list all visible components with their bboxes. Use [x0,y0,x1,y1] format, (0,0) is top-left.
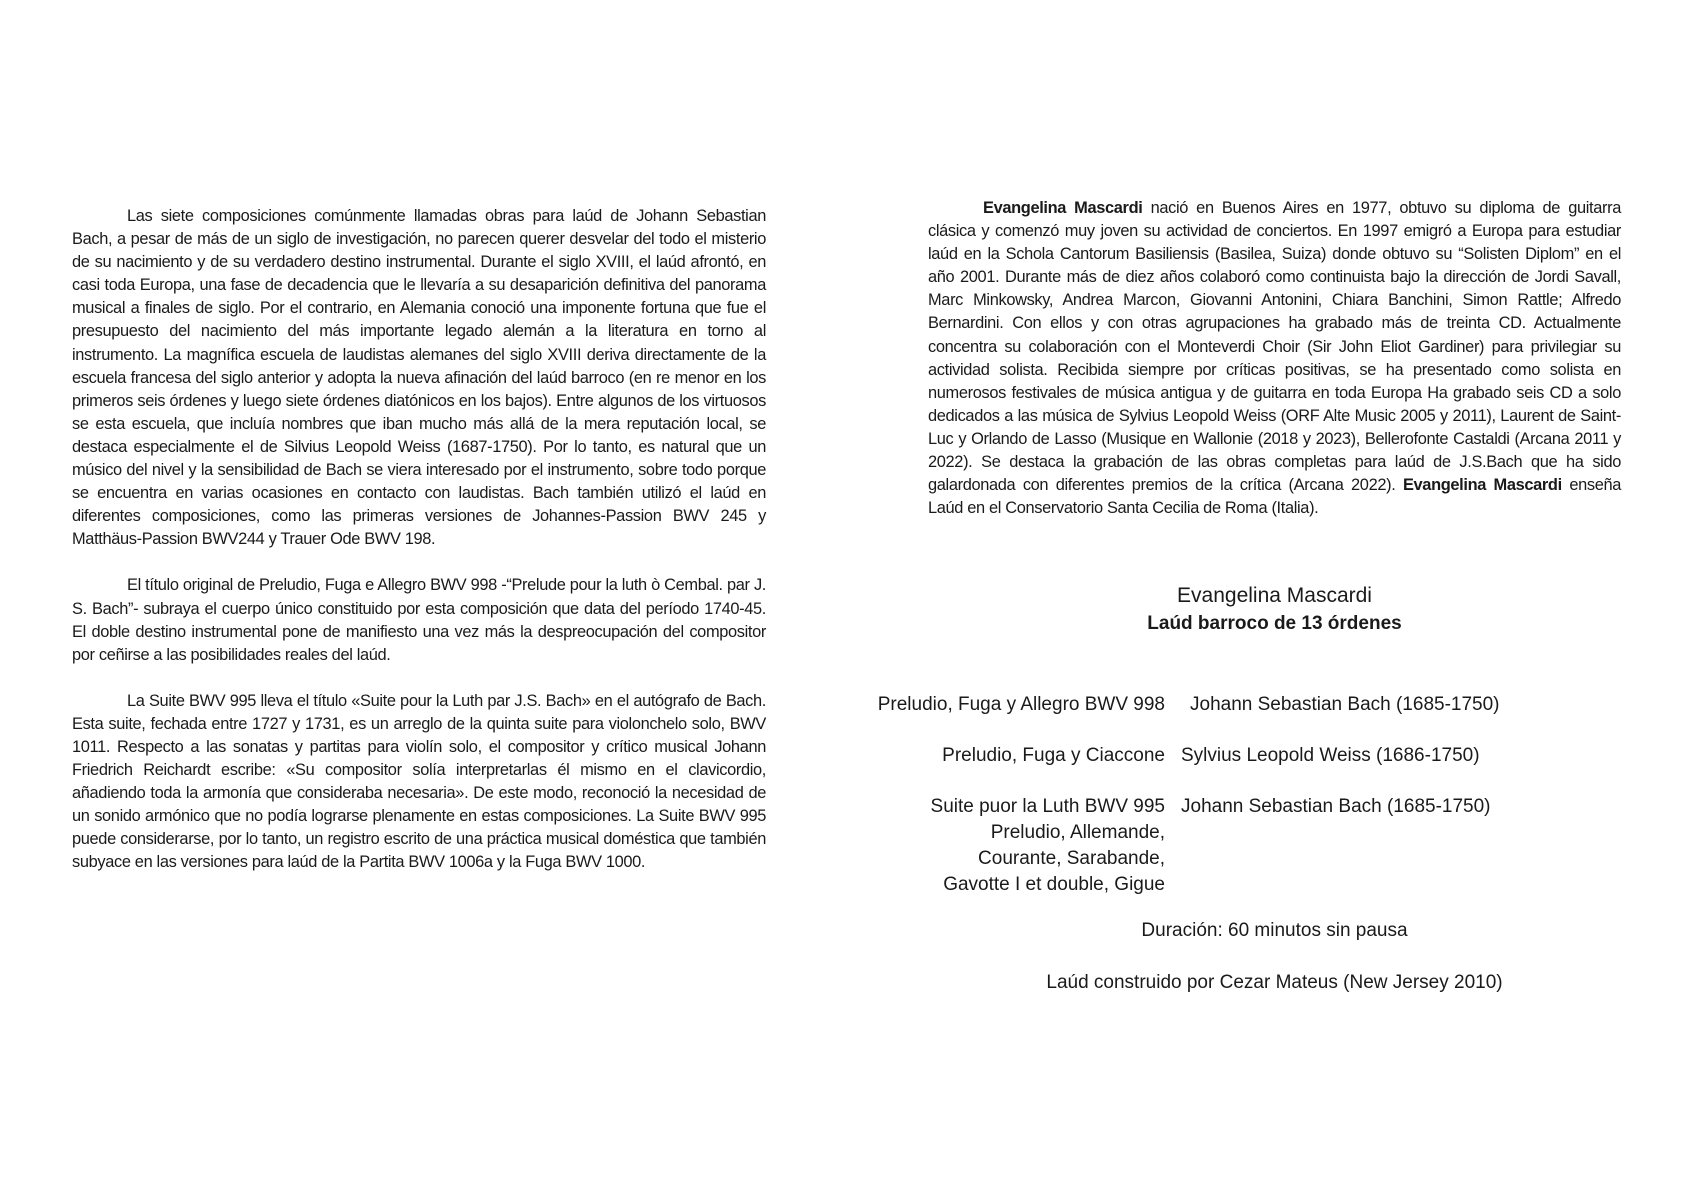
program-composer: Johann Sebastian Bach (1685-1750) [1190,694,1500,715]
program-title: Suite puor la Luth BWV 995 [930,796,1165,817]
program-movement: Preludio, Allemande, [990,822,1165,843]
program-notes [72,205,766,898]
program-title: Preludio, Fuga y Allegro BWV 998 [877,694,1165,715]
program-composer: Sylvius Leopold Weiss (1686-1750) [1181,745,1480,766]
notes-paragraph-3: La Suite BWV 995 lleva el título «Suite pour la Luth par J.S. Bach» en el autógrafo de Bach. Esta suite, fechada entre 1727 y 1731, es un arreglo de la quinta suite para violonchelo solo, BWV 1011. Respecto a las sonatas y partitas para violín solo, el compositor y crítico musical Johann Friedrich Reichardt escribe: «Su compositor solía interpretarlas él mismo en el clavicordio, añadiendo toda la armonía que consideraba necesaria». De este modo, reconoció la necesidad de un sonido armónico que no podía lograrse plenamente en estas composiciones. La Suite BWV 995 puede considerarse, por lo tanto, un registro escrito de una práctica musical doméstica que también subyace en las versiones para laúd de la Partita BWV 1006a y la Fuga BWV 1000. [72,691,766,872]
instrument-credit: Laúd construido por Cezar Mateus (New Jersey 2010) [1046,972,1503,993]
bio-name-2: Evangelina Mascardi [1402,476,1562,495]
bio-text-1: nació en Buenos Aires en 1977, obtuvo su diploma de guitarra clásica y comenzó muy joven su actividad de conciertos. En 1997 emigró a Europa para estudiar laúd en la Schola Cantorum Basiliensis (Basilea, Suiza) donde obtuvo su “Solisten Diplom” en el año 2001. Durante más de diez años colaboró como continuista bajo la dirección de Jordi Savall, Marc Minkowsky, Andrea Marcon, Giovanni Antonini, Chiara Banchini, Simon Rattle; Alfredo Bernardini. Con ellos y con otras agrupaciones ha grabado más de treinta CD. Actualmente concentra su colaboración con el Monteverdi Choir (Sir John Eliot Gardiner) para privilegiar su actividad solista. Recibida siempre por críticas positivas, se ha presentado como solista en numerosos festivales de música antigua y de guitarra en toda Europa Ha grabado seis CD a solo dedicados a las música de Sylvius Leopold Weiss (ORF Alte Music 2005 y 2011), Laurent de Saint-Luc y Orlando de Lasso (Musique en Wallonie (2018 y 2023), Bellerofonte Castaldi (Arcana 2011 y 2022). Se destaca la grabación de las obras completas para laúd de J.S.Bach que ha sido galardonada con diferentes premios de la crítica (Arcana 2022). [928,199,1621,495]
bio-text-2: enseña Laúd en el Conservatorio Santa Cecilia de Roma (Italia). [928,476,1622,518]
program-movement: Gavotte I et double, Gigue [943,874,1165,895]
performer-instrument: Laúd barroco de 13 órdenes [1147,613,1402,634]
program-composer: Johann Sebastian Bach (1685-1750) [1181,796,1491,817]
notes-paragraph-2: El título original de Preludio, Fuga e Allegro BWV 998 -“Prelude pour la luth ò Cembal. par J. S. Bach”- subraya el cuerpo único constituido por esta composición que data del período 1740-45. El doble destino instrumental pone de manifiesto una vez más la despreocupación del compositor por ceñirse a las posibilidades reales del laúd. [72,576,766,664]
program-title: Preludio, Fuga y Ciaccone [942,745,1165,766]
program-movement: Courante, Sarabande, [978,848,1165,869]
performer-biography [928,197,1621,520]
duration: Duración: 60 minutos sin pausa [1141,920,1408,941]
bio-paragraph [928,197,1621,520]
performer-name: Evangelina Mascardi [1177,584,1372,607]
notes-paragraph-1: Las siete composiciones comúnmente llamadas obras para laúd de Johann Sebastian Bach, a pesar de más de un siglo de investigación, no parecen querer desvelar del todo el misterio de su nacimiento y de su verdadero destino instrumental. Durante el siglo XVIII, el laúd afrontó, en casi toda Europa, una fase de decadencia que le llevaría a su desaparición definitiva del panorama musical a finales de siglo. Por el contrario, en Alemania conoció una imponente fortuna que fue el presupuesto del nacimiento del más importante legado alemán a la literatura en torno al instrumento. La magnífica escuela de laudistas alemanes del siglo XVIII deriva directamente de la escuela francesa del siglo anterior y adopta la nueva afinación del laúd barroco (en re menor en los primeros seis órdenes y luego siete órdenes diatónicos en los bajos). Entre algunos de los virtuosos se esta escuela, que incluía nombres que iban mucho más allá de la mera reputación local, se destaca especialmente el de Silvius Leopold Weiss (1687-1750). Por lo tanto, es natural que un músico del nivel y la sensibilidad de Bach se viera interesado por el instrumento, sobre todo porque se encuentra en varias ocasiones en contacto con laudistas. Bach también utilizó el laúd en diferentes composiciones, como las primeras versiones de Johannes-Passion BWV 245 y Matthäus-Passion BWV244 y Trauer Ode BWV 198. [72,207,766,549]
bio-name-1: Evangelina Mascardi [983,199,1143,217]
program-title-block [931,794,1165,898]
